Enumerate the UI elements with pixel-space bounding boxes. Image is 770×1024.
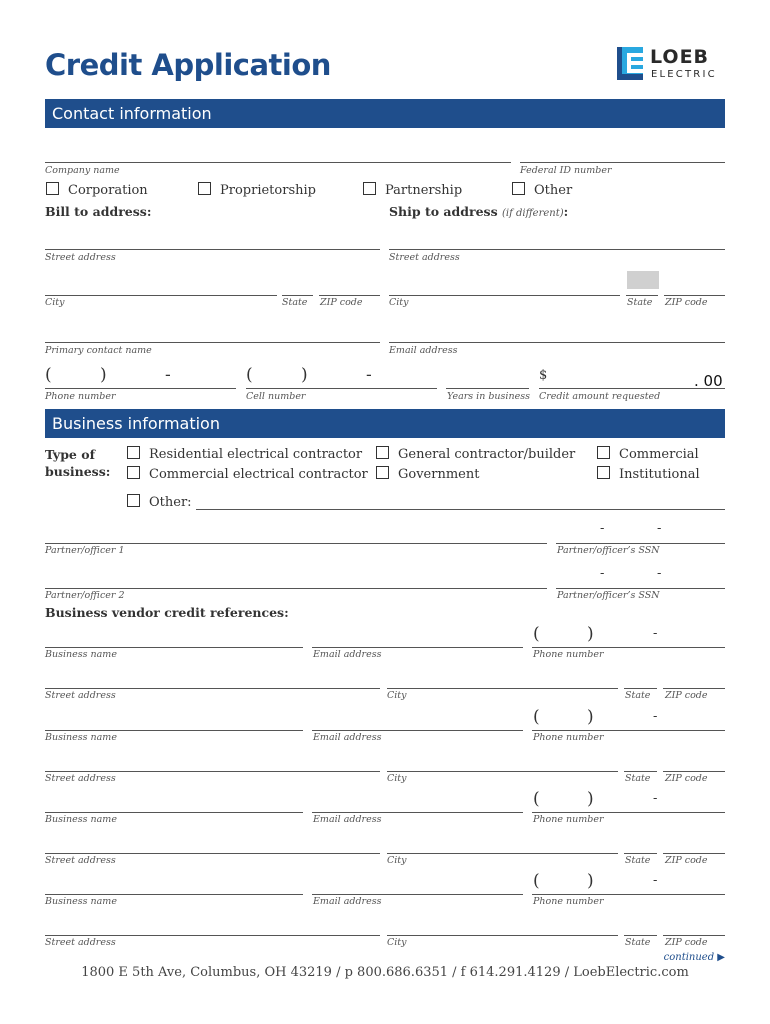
- partner-1-ssn-dash-2: -: [657, 521, 662, 536]
- checkbox-icon[interactable]: [597, 446, 610, 459]
- partnership-label: Partnership: [385, 183, 463, 198]
- commercial-contractor-label: Commercial electrical contractor: [149, 467, 368, 482]
- credit-amount-label: Credit amount requested: [539, 391, 661, 402]
- vendor-1-paren-open: (: [533, 624, 540, 644]
- primary-contact-field[interactable]: [45, 342, 380, 343]
- vendor-4-zip-field[interactable]: [663, 935, 725, 936]
- vendor-2-paren-open: (: [533, 707, 540, 727]
- vendor-1-state-field[interactable]: [624, 688, 657, 689]
- cell-paren-close: ): [301, 365, 308, 385]
- ship-zip-label: ZIP code: [665, 297, 708, 308]
- vendor-4-zip-label: ZIP code: [665, 937, 708, 948]
- other-entity-checkbox[interactable]: [512, 182, 572, 198]
- ship-state-shaded-box: [627, 271, 659, 289]
- vendor-2-phone-label: Phone number: [533, 732, 604, 743]
- ship-to-colon: :: [563, 204, 569, 219]
- vendor-2-name-label: Business name: [45, 732, 117, 743]
- vendor-3-paren-close: ): [587, 789, 594, 809]
- commercial-label: Commercial: [619, 447, 699, 462]
- vendor-2-zip-label: ZIP code: [665, 773, 708, 784]
- vendor-2-street-label: Street address: [45, 773, 116, 784]
- partner-2-ssn-dash-1: -: [600, 566, 605, 581]
- bill-state-field[interactable]: [282, 295, 313, 296]
- logo-name: LOEB: [650, 46, 710, 68]
- vendor-3-zip-field[interactable]: [663, 853, 725, 854]
- vendor-2-street-field[interactable]: [45, 771, 380, 772]
- vendor-1-city-field[interactable]: [387, 688, 618, 689]
- vendor-2-email-field[interactable]: [312, 730, 523, 731]
- vendor-1-street-label: Street address: [45, 690, 116, 701]
- vendor-4-street-field[interactable]: [45, 935, 380, 936]
- vendor-1-zip-field[interactable]: [663, 688, 725, 689]
- institutional-label: Institutional: [619, 467, 700, 482]
- vendor-2-email-label: Email address: [313, 732, 382, 743]
- email-field[interactable]: [389, 342, 725, 343]
- vendor-2-paren-close: ): [587, 707, 594, 727]
- vendor-1-paren-close: ): [587, 624, 594, 644]
- phone-dash: -: [165, 365, 171, 385]
- general-contractor-label: General contractor/builder: [398, 447, 576, 462]
- vendor-4-name-label: Business name: [45, 896, 117, 907]
- cell-field[interactable]: [246, 388, 437, 389]
- vendor-1-name-field[interactable]: [45, 647, 303, 648]
- section-business-header: Business information: [45, 409, 725, 438]
- vendor-4-paren-open: (: [533, 871, 540, 891]
- vendor-4-name-field[interactable]: [45, 894, 303, 895]
- continued-link[interactable]: continued ▶: [663, 952, 725, 963]
- residential-contractor-checkbox[interactable]: [127, 446, 362, 462]
- phone-label: Phone number: [45, 391, 116, 402]
- checkbox-icon[interactable]: [127, 494, 140, 507]
- vendor-4-paren-close: ): [587, 871, 594, 891]
- vendor-3-email-label: Email address: [313, 814, 382, 825]
- vendor-3-state-field[interactable]: [624, 853, 657, 854]
- cell-dash: -: [366, 365, 372, 385]
- ship-zip-field[interactable]: [664, 295, 725, 296]
- vendor-3-city-field[interactable]: [387, 853, 618, 854]
- vendor-2-state-label: State: [625, 773, 651, 784]
- federal-id-label: Federal ID number: [520, 165, 612, 176]
- loeb-logo: [617, 44, 727, 84]
- partner-1-ssn-label: Partner/officer’s SSN: [557, 545, 660, 556]
- phone-paren-open: (: [45, 365, 52, 385]
- vendor-1-phone-dash: -: [653, 626, 658, 641]
- partnership-checkbox[interactable]: [363, 182, 462, 198]
- phone-field[interactable]: [45, 388, 236, 389]
- vendor-1-zip-label: ZIP code: [665, 690, 708, 701]
- email-label: Email address: [389, 345, 458, 356]
- type-of-business-label-2: business:: [45, 464, 111, 479]
- vendor-3-street-field[interactable]: [45, 853, 380, 854]
- vendor-4-email-field[interactable]: [312, 894, 523, 895]
- checkbox-icon[interactable]: [376, 466, 389, 479]
- cell-paren-open: (: [246, 365, 253, 385]
- partner-1-field[interactable]: [45, 543, 547, 544]
- other-business-field[interactable]: [196, 509, 725, 510]
- checkbox-icon[interactable]: [363, 182, 376, 195]
- logo-subtitle: ELECTRIC: [651, 69, 717, 80]
- section-contact-header: Contact information: [45, 99, 725, 128]
- vendor-4-state-label: State: [625, 937, 651, 948]
- primary-contact-label: Primary contact name: [45, 345, 152, 356]
- vendor-3-zip-label: ZIP code: [665, 855, 708, 866]
- commercial-contractor-checkbox[interactable]: [127, 466, 368, 482]
- other-entity-label: Other: [534, 183, 573, 198]
- vendor-2-phone-field[interactable]: [532, 730, 725, 731]
- years-label: Years in business: [447, 391, 530, 402]
- vendor-1-phone-label: Phone number: [533, 649, 604, 660]
- vendor-3-name-label: Business name: [45, 814, 117, 825]
- corporation-checkbox[interactable]: [46, 182, 148, 198]
- type-of-business-label-1: Type of: [45, 447, 95, 462]
- other-business-label: Other:: [149, 495, 192, 510]
- proprietorship-checkbox[interactable]: [198, 182, 316, 198]
- vendor-2-city-label: City: [387, 773, 407, 784]
- partner-2-ssn-field[interactable]: [556, 588, 725, 589]
- bill-city-label: City: [45, 297, 65, 308]
- partner-1-label: Partner/officer 1: [45, 545, 125, 556]
- ship-state-field[interactable]: [626, 295, 658, 296]
- proprietorship-label: Proprietorship: [220, 183, 316, 198]
- ship-to-label: Ship to address: [389, 204, 498, 219]
- vendor-1-email-label: Email address: [313, 649, 382, 660]
- checkbox-icon[interactable]: [46, 182, 59, 195]
- vendor-3-city-label: City: [387, 855, 407, 866]
- partner-2-ssn-dash-2: -: [657, 566, 662, 581]
- vendor-4-street-label: Street address: [45, 937, 116, 948]
- loeb-logo-icon: [617, 47, 643, 80]
- partner-2-field[interactable]: [45, 588, 547, 589]
- ship-city-field[interactable]: [389, 295, 620, 296]
- vendor-3-name-field[interactable]: [45, 812, 303, 813]
- vendor-1-state-label: State: [625, 690, 651, 701]
- checkbox-icon[interactable]: [127, 446, 140, 459]
- vendor-4-email-label: Email address: [313, 896, 382, 907]
- ship-to-heading: [389, 204, 568, 219]
- other-business-checkbox[interactable]: [127, 494, 192, 510]
- bill-zip-field[interactable]: [319, 295, 380, 296]
- partner-1-ssn-dash-1: -: [600, 521, 605, 536]
- vendor-3-phone-field[interactable]: [532, 812, 725, 813]
- partner-2-ssn-label: Partner/officer’s SSN: [557, 590, 660, 601]
- checkbox-icon[interactable]: [597, 466, 610, 479]
- cents-suffix: . 00: [694, 372, 723, 390]
- bill-state-label: State: [282, 297, 308, 308]
- bill-city-field[interactable]: [45, 295, 277, 296]
- vendor-2-phone-dash: -: [653, 709, 658, 724]
- checkbox-icon[interactable]: [512, 182, 525, 195]
- federal-id-field[interactable]: [520, 162, 725, 163]
- partner-2-label: Partner/officer 2: [45, 590, 125, 601]
- vendor-3-paren-open: (: [533, 789, 540, 809]
- institutional-checkbox[interactable]: [597, 466, 700, 482]
- bill-street-label: Street address: [45, 252, 116, 263]
- corporation-label: Corporation: [68, 183, 148, 198]
- years-field[interactable]: [446, 388, 529, 389]
- bill-street-field[interactable]: [45, 249, 380, 250]
- company-name-label: Company name: [45, 165, 120, 176]
- vendor-1-city-label: City: [387, 690, 407, 701]
- vendor-4-city-label: City: [387, 937, 407, 948]
- partner-1-ssn-field[interactable]: [556, 543, 725, 544]
- phone-paren-close: ): [100, 365, 107, 385]
- government-checkbox[interactable]: [376, 466, 479, 482]
- ship-to-note: (if different): [501, 208, 564, 219]
- footer-contact-line: 1800 E 5th Ave, Columbus, OH 43219 / p 800.686.6351 / f 614.291.4129 / LoebElectric.com: [81, 965, 689, 980]
- vendor-4-state-field[interactable]: [624, 935, 657, 936]
- vendor-3-street-label: Street address: [45, 855, 116, 866]
- vendor-1-street-field[interactable]: [45, 688, 380, 689]
- ship-state-label: State: [627, 297, 653, 308]
- ship-city-label: City: [389, 297, 409, 308]
- company-name-field[interactable]: [45, 162, 511, 163]
- bill-zip-label: ZIP code: [320, 297, 363, 308]
- checkbox-icon[interactable]: [127, 466, 140, 479]
- vendor-4-phone-dash: -: [653, 873, 658, 888]
- vendor-1-phone-field[interactable]: [532, 647, 725, 648]
- vendor-2-zip-field[interactable]: [663, 771, 725, 772]
- checkbox-icon[interactable]: [376, 446, 389, 459]
- vendor-4-phone-field[interactable]: [532, 894, 725, 895]
- vendor-3-state-label: State: [625, 855, 651, 866]
- vendor-4-phone-label: Phone number: [533, 896, 604, 907]
- vendor-1-email-field[interactable]: [312, 647, 523, 648]
- ship-street-label: Street address: [389, 252, 460, 263]
- vendor-2-state-field[interactable]: [624, 771, 657, 772]
- vendor-3-email-field[interactable]: [312, 812, 523, 813]
- government-label: Government: [398, 467, 480, 482]
- vendor-2-name-field[interactable]: [45, 730, 303, 731]
- vendor-2-city-field[interactable]: [387, 771, 618, 772]
- page-title: Credit Application: [45, 48, 331, 82]
- vendor-3-phone-label: Phone number: [533, 814, 604, 825]
- general-contractor-checkbox[interactable]: [376, 446, 575, 462]
- cell-label: Cell number: [246, 391, 306, 402]
- commercial-checkbox[interactable]: [597, 446, 699, 462]
- vendor-references-heading: Business vendor credit references:: [45, 605, 289, 620]
- credit-amount-field[interactable]: [539, 388, 725, 389]
- bill-to-heading: Bill to address:: [45, 204, 152, 219]
- residential-contractor-label: Residential electrical contractor: [149, 447, 363, 462]
- vendor-3-phone-dash: -: [653, 791, 658, 806]
- vendor-4-city-field[interactable]: [387, 935, 618, 936]
- ship-street-field[interactable]: [389, 249, 725, 250]
- dollar-sign: $: [539, 368, 548, 383]
- checkbox-icon[interactable]: [198, 182, 211, 195]
- vendor-1-name-label: Business name: [45, 649, 117, 660]
